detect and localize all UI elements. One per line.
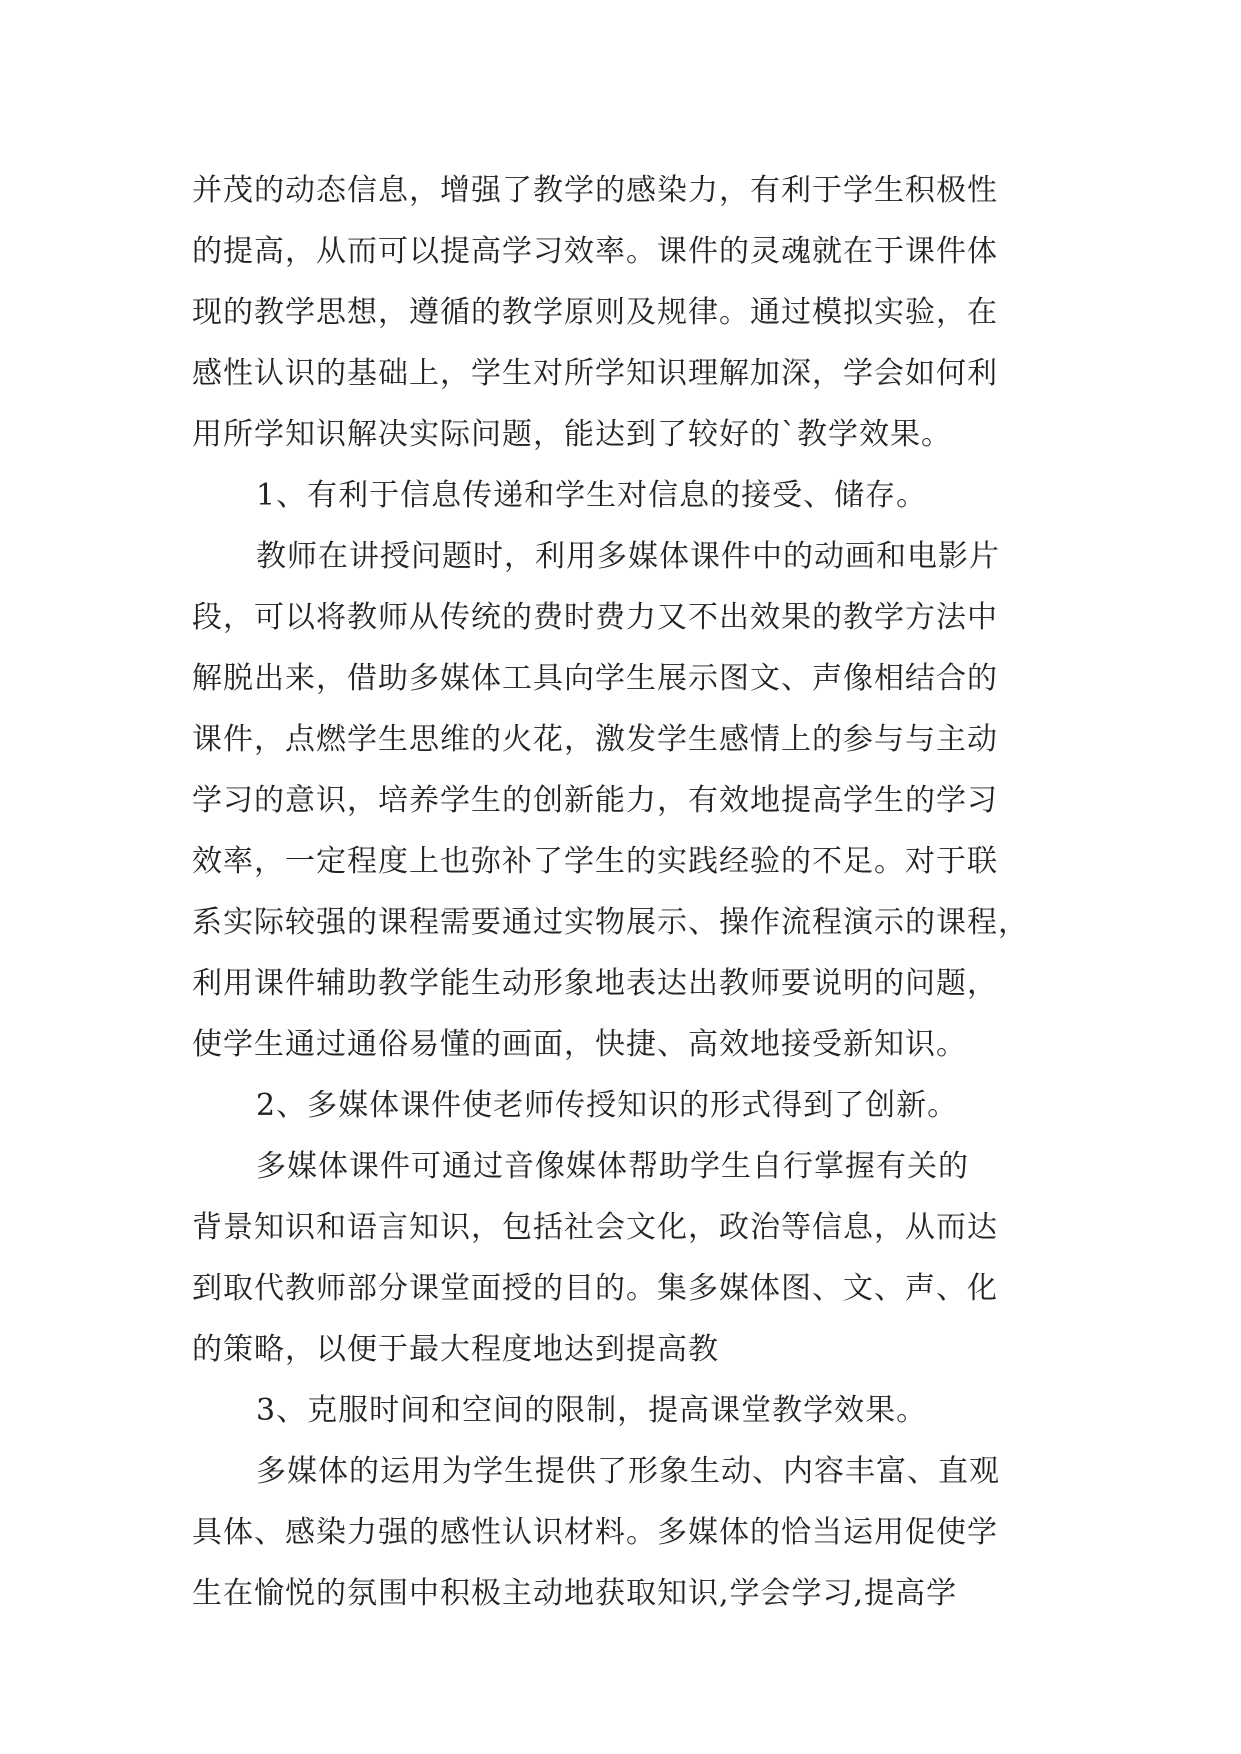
text-line: 系实际较强的课程需要通过实物展示、操作流程演示的课程， (192, 905, 1029, 940)
text-line: 利用课件辅助教学能生动形象地表达出教师要说明的问题， (192, 966, 998, 1001)
text-line: 并茂的动态信息，增强了教学的感染力，有利于学生积极性 (192, 173, 998, 208)
text-line: 教师在讲授问题时，利用多媒体课件中的动画和电影片 (256, 539, 1000, 574)
text-line: 3、克服时间和空间的限制，提高课堂教学效果。 (256, 1393, 928, 1428)
body-text (192, 160, 1052, 1624)
text-line: 用所学知识解决实际问题，能达到了较好的`教学效果。 (192, 417, 952, 452)
text-line: 2、多媒体课件使老师传授知识的形式得到了创新。 (256, 1088, 959, 1123)
text-line: 学习的意识，培养学生的创新能力，有效地提高学生的学习 (192, 783, 998, 818)
text-line: 多媒体的运用为学生提供了形象生动、内容丰富、直观 (256, 1454, 1000, 1489)
text-line: 的提高，从而可以提高学习效率。课件的灵魂就在于课件体 (192, 234, 998, 269)
text-line: 到取代教师部分课堂面授的目的。集多媒体图、文、声、化 (192, 1271, 998, 1306)
text-line: 的策略，以便于最大程度地达到提高教 (192, 1332, 719, 1367)
text-line: 多媒体课件可通过音像媒体帮助学生自行掌握有关的 (256, 1149, 969, 1184)
text-line: 感性认识的基础上，学生对所学知识理解加深，学会如何利 (192, 356, 998, 391)
text-line: 解脱出来，借助多媒体工具向学生展示图文、声像相结合的 (192, 661, 998, 696)
text-line: 1、有利于信息传递和学生对信息的接受、储存。 (256, 478, 928, 513)
text-line: 课件，点燃学生思维的火花，激发学生感情上的参与与主动 (192, 722, 998, 757)
text-line: 具体、感染力强的感性认识材料。多媒体的恰当运用促使学 (192, 1515, 998, 1550)
text-line: 现的教学思想，遵循的教学原则及规律。通过模拟实验，在 (192, 295, 998, 330)
text-line: 使学生通过通俗易懂的画面，快捷、高效地接受新知识。 (192, 1027, 967, 1062)
text-line: 效率，一定程度上也弥补了学生的实践经验的不足。对于联 (192, 844, 998, 879)
text-line: 段，可以将教师从传统的费时费力又不出效果的教学方法中 (192, 600, 998, 635)
text-line: 背景知识和语言知识，包括社会文化，政治等信息，从而达 (192, 1210, 998, 1245)
text-line: 生在愉悦的氛围中积极主动地获取知识,学会学习,提高学 (192, 1576, 958, 1611)
